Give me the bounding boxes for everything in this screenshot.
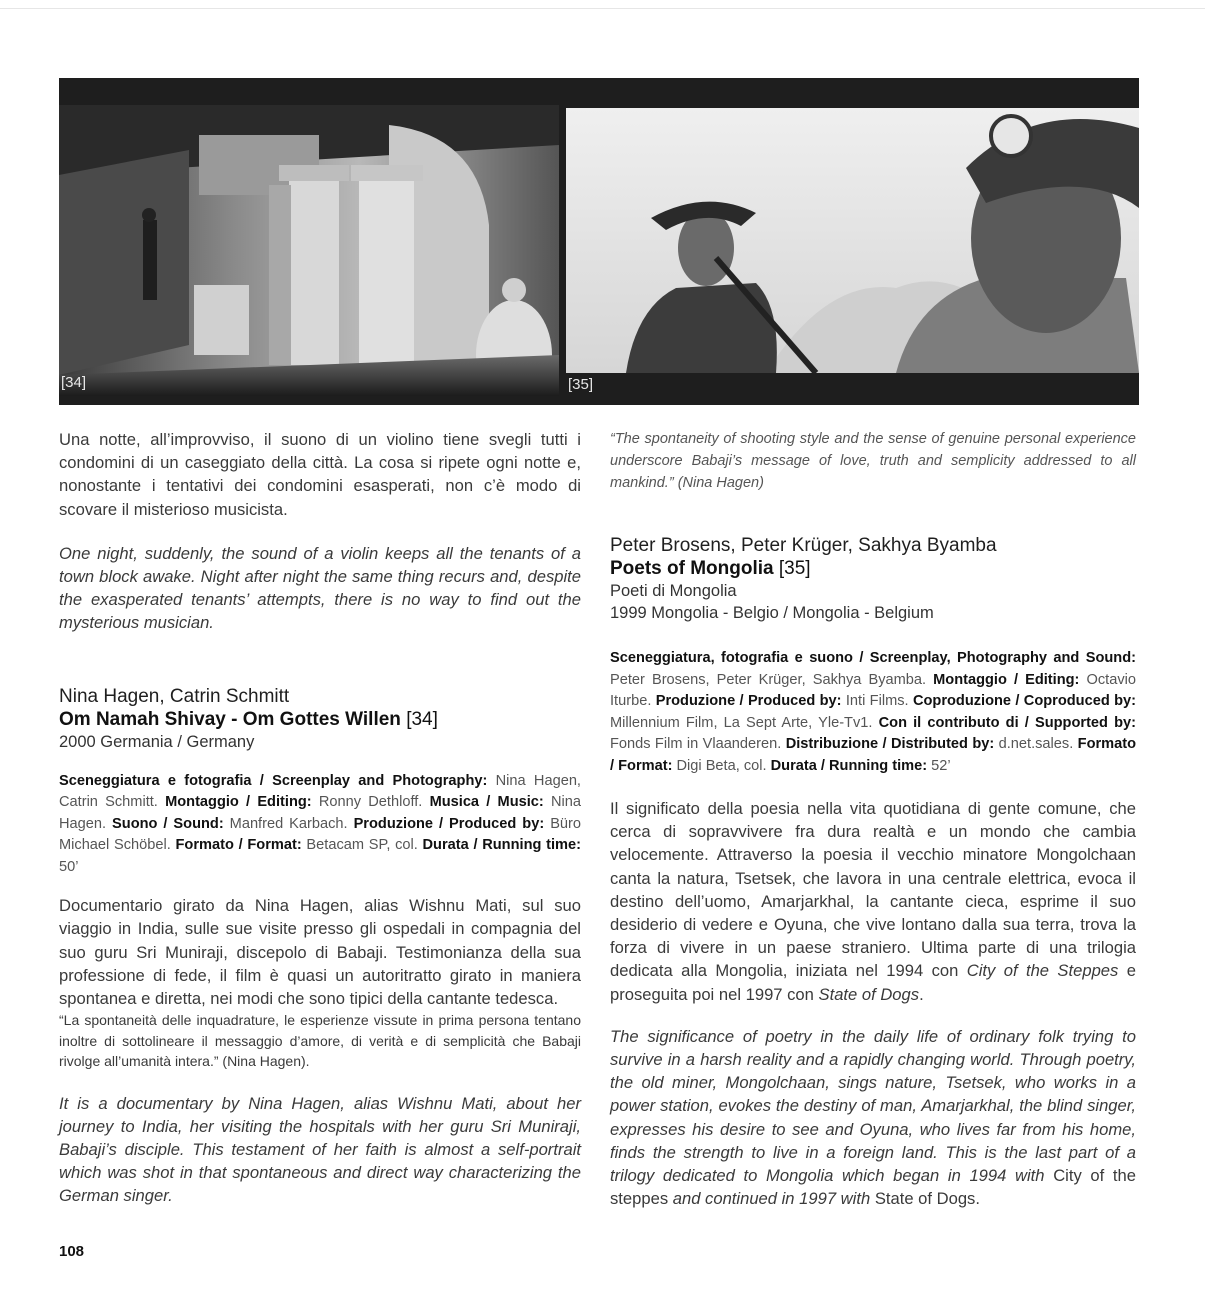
credit-value: Nina Hagen, Catrin Schmitt. <box>59 772 581 811</box>
credit-label: Produzione / Produced by: <box>655 693 842 709</box>
credit-label: Distribuzione / Distributed by: <box>785 736 995 752</box>
credit-label: Coproduzione / Coproduced by: <box>912 693 1136 709</box>
film-35-title <box>610 557 1136 580</box>
miners-photo <box>566 108 1139 373</box>
film-reference-title: State of Dogs <box>818 984 920 1004</box>
credit-label: Produzione / Produced by: <box>353 815 545 832</box>
credit-value: Millennium Film, La Sept Arte, Yle-Tv1. <box>610 714 873 731</box>
film-34-directors: Nina Hagen, Catrin Schmitt <box>59 685 290 707</box>
sentence-end: . <box>919 984 924 1004</box>
synopsis-english: One night, suddenly, the sound of a violin keeps all the tenants of a town block awake. Night after night the same thing recurs and, despite the exasperated tenants’ attempts, there is no way to find out the mysterious musician. <box>59 543 581 633</box>
film-stills-strip <box>59 78 1139 405</box>
credit-label: Montaggio / Editing: <box>165 794 312 811</box>
credit-value: Fonds Film in Vlaanderen. <box>610 736 782 752</box>
credit-value: Betacam SP, col. <box>306 837 418 854</box>
photo-label-35: [35] <box>568 376 594 393</box>
credit-value: Nina Hagen. <box>59 794 581 832</box>
film-34-description-english: It is a documentary by Nina Hagen, alias Wishnu Mati, about her journey to India, her visiting the hospitals with her guru Sri Muniraji, Babaji’s disciple. This testament of her faith is almost a self-portrait which was shot in that spontaneous and direct way characterizing the German singer. <box>59 1093 581 1206</box>
sentence-end: . <box>975 1189 980 1209</box>
film-34-title-number: [34] <box>406 708 438 730</box>
film-35-description-english-text: The significance of poetry in the daily life of ordinary folk trying to survive in a harsh reality and a rapidly changing world. Through poetry, the old miner, Mongolchaan, sings nature, Tsetsek, who works in a power station, evokes the destiny of man, Amarjarkhal, the blind singer, expresses his desire to see and Oyuna, who lives far from his home, finds the strength to live in a foreign land. This is the last part of a trilogy dedicated to Mongolia which began in 1994 with <box>610 1026 1136 1186</box>
credit-label: Formato / Format: <box>175 837 302 854</box>
film-35-description-italian-text: e proseguita poi nel 1997 con <box>610 961 1136 1004</box>
photo-label-34: [34] <box>61 374 87 391</box>
credit-value: Büro Michael Schöbel. <box>59 815 582 854</box>
left-column <box>59 428 581 1208</box>
film-34-year-country: 2000 Germania / Germany <box>59 732 255 751</box>
page-top-rule <box>0 8 1205 9</box>
credit-label: Musica / Music: <box>429 794 544 811</box>
film-35-title-text: Poets of Mongolia <box>610 558 774 579</box>
credit-label: Formato / Format: <box>610 736 1137 774</box>
film-35-credits <box>610 648 1136 777</box>
film-35-title-number: [35] <box>778 558 811 579</box>
credit-label: Durata / Running time: <box>770 757 928 774</box>
film-35-description-italian-text: Il significato della poesia nella vita quotidiana di gente comune, che cerca di sopravvivere fra dura realtà e un mondo che cambia velocemente. Attraverso la poesia il vecchio minatore Mongolchaan canta la natura, Tsetsek, che lavora in una centrale elettrica, evoca il destino dell’uomo, Amarjarkhal, la cantante cieca, esprime il suo desiderio di vedere e Oyuna, che vive lontano dalla sua terra, trova la forza di vivere in un paese straniero. Ultima parte di una trilogia dedicata alla Mongolia, iniziata nel 1994 con <box>610 799 1136 981</box>
credit-label: Suono / Sound: <box>112 815 224 832</box>
film-34-credits <box>59 771 581 879</box>
credit-value: Ronny Dethloff. <box>318 794 423 811</box>
synopsis-italian: Una notte, all’improvviso, il suono di un violino tiene svegli tutti i condomini di un caseggiato della città. La cosa si ripete ogni notte e, nonostante i tentativi dei condomini esasperati, non c’è modo di scovare il misterioso musicista. <box>59 430 581 519</box>
temple-interior-photo <box>59 105 559 396</box>
film-35-description-english-text: and continued in 1997 with <box>672 1189 871 1209</box>
film-35-alt-title: Poeti di Mongolia <box>610 582 737 600</box>
film-35-description-english <box>610 1025 1136 1211</box>
credit-value: Manfred Karbach. <box>229 815 348 832</box>
film-34-title-text: Om Namah Shivay - Om Gottes Willen <box>59 708 401 730</box>
film-34-quote-english: “The spontaneity of shooting style and the sense of genuine personal experience underscore Babaji’s message of love, truth and semplicity addressed to all mankind.” (Nina Hagen) <box>610 431 1136 491</box>
credit-value: Octavio Iturbe. <box>610 671 1136 709</box>
credit-label: Con il contributo di / Supported by: <box>878 714 1136 731</box>
credit-label: Montaggio / Editing: <box>933 671 1080 688</box>
film-35-description-italian <box>610 797 1136 1006</box>
credit-value: Digi Beta, col. <box>676 757 767 774</box>
film-still-poets-of-mongolia <box>566 108 1139 373</box>
film-34-quote-italian: “La spontaneità delle inquadrature, le esperienze vissute in prima persona tentano inoltre di sottolineare il messaggio d’amore, di verità e di semplicità che Babaji rivolge all’umanità intera.” (Nina Hagen). <box>59 1012 581 1070</box>
film-35-directors: Peter Brosens, Peter Krüger, Sakhya Byamba <box>610 535 997 556</box>
credit-value: Peter Brosens, Peter Krüger, Sakhya Byamba. <box>610 671 927 688</box>
credit-value: Inti Films. <box>845 693 909 709</box>
credit-label: Sceneggiatura, fotografia e suono / Screenplay, Photography and Sound: <box>610 650 1136 666</box>
film-34-description-italian: Documentario girato da Nina Hagen, alias Wishnu Mati, sul suo viaggio in India, sulle sue visite presso gli ospedali in compagnia del suo guru Sri Muniraji, discepolo di Babaji. Testimonianza della sua professione di fede, il film è quasi un autoritratto girato in maniera spontanea e diretta, nei modi che sono tipici della cantante tedesca. <box>59 896 581 1008</box>
right-column <box>610 428 1136 1210</box>
film-reference-title: City of the steppes <box>610 1166 1136 1209</box>
credit-value: d.net.sales. <box>998 736 1074 752</box>
credit-label: Durata / Running time: <box>422 837 581 854</box>
film-reference-title: State of Dogs <box>874 1189 976 1209</box>
credit-value: 52’ <box>931 757 951 774</box>
film-35-year-country: 1999 Mongolia - Belgio / Mongolia - Belgium <box>610 604 934 622</box>
film-still-om-namah-shivay <box>59 105 559 396</box>
credit-value: 50’ <box>59 858 79 875</box>
film-34-title <box>59 708 581 731</box>
credit-label: Sceneggiatura e fotografia / Screenplay and Photography: <box>59 772 488 789</box>
film-reference-title: City of the Steppes <box>966 961 1119 981</box>
page-number: 108 <box>59 1243 85 1260</box>
